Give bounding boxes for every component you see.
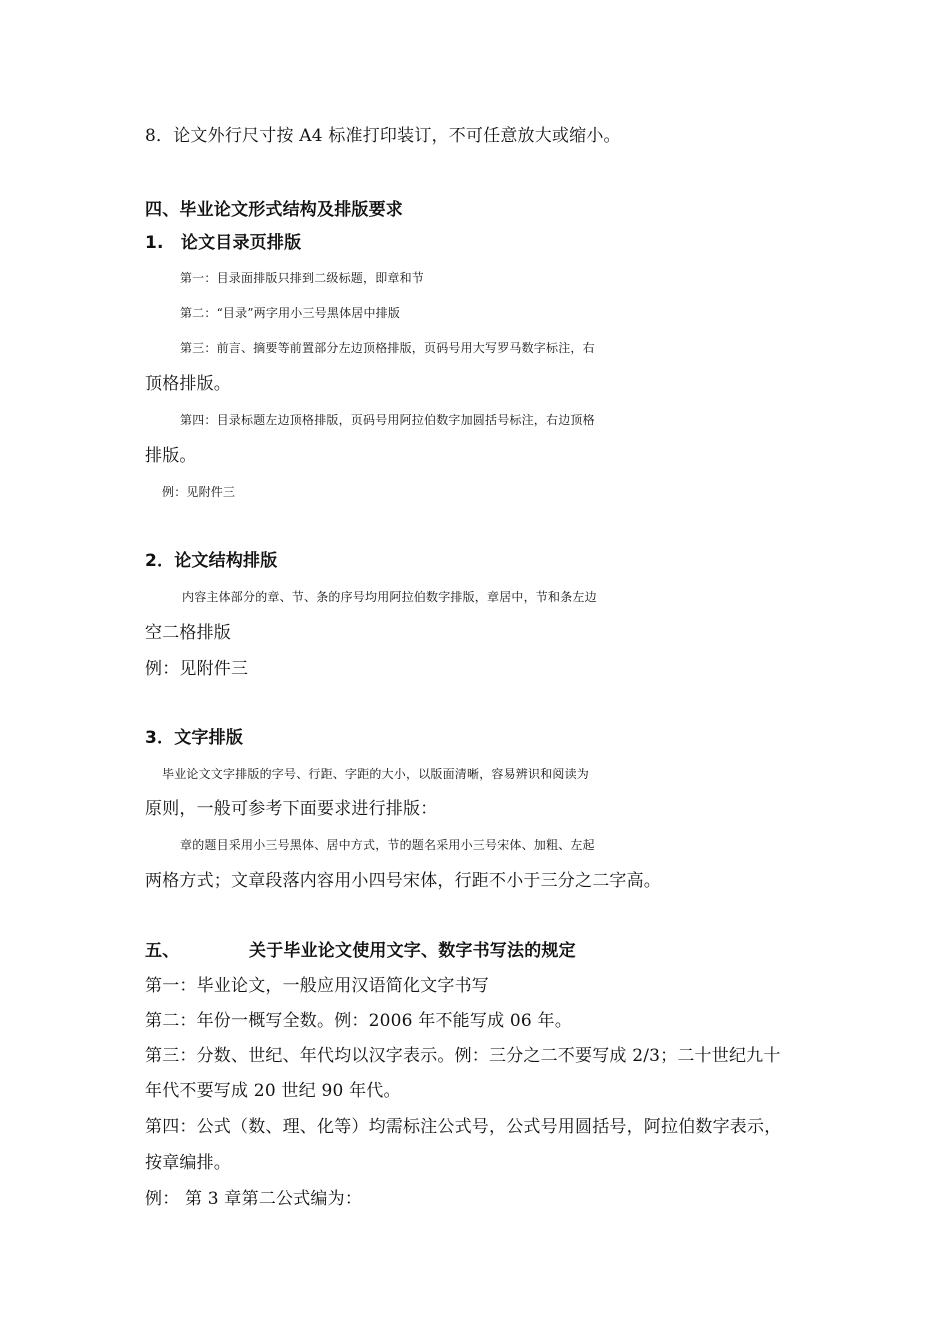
paragraph-line: 第一：目录面排版只排到二级标题，即章和节 (180, 271, 425, 285)
section-heading-5 (145, 939, 810, 963)
paragraph-line: 毕业论文文字排版的字号、行距、字距的大小，以版面清晰，容易辨识和阅读为 (162, 767, 590, 781)
paragraph-line: 第一：毕业论文，一般应用汉语简化文字书写 (145, 976, 489, 996)
paragraph-line: 8．论文外行尺寸按 A4 标准打印装订，不可任意放大或缩小。 (145, 126, 621, 146)
subsection-heading-4-1: 1. 论文目录页排版 (145, 233, 302, 253)
paragraph-line: 第三：前言、摘要等前置部分左边顶格排版，页码号用大写罗马数字标注，右 (180, 341, 595, 355)
paragraph-line: 例：见附件三 (145, 659, 249, 679)
paragraph-line: 排版。 (145, 446, 197, 466)
section-number: 五、 (145, 941, 180, 961)
paragraph-line: 第四：目录标题左边顶格排版，页码号用阿拉伯数字加圆括号标注，右边顶格 (180, 413, 595, 427)
paragraph-line: 第二：年份一概写全数。例：2006 年不能写成 06 年。 (145, 1011, 572, 1031)
paragraph-line: 年代不要写成 20 世纪 90 年代。 (145, 1081, 401, 1101)
subsection-heading-4-3: 3．文字排版 (145, 728, 244, 748)
paragraph-line: 两格方式；文章段落内容用小四号宋体，行距不小于三分之二字高。 (145, 871, 661, 891)
paragraph-line: 空二格排版 (145, 623, 231, 643)
paragraph-line: 内容主体部分的章、节、条的序号均用阿拉伯数字排版，章居中，节和条左边 (182, 590, 597, 604)
paragraph-line: 章的题目采用小三号黑体、居中方式，节的题名采用小三号宋体、加粗、左起 (180, 838, 595, 852)
paragraph-line: 原则，一般可参考下面要求进行排版： (145, 799, 438, 819)
paragraph-line: 第四：公式（数、理、化等）均需标注公式号，公式号用圆括号，阿拉伯数字表示， (145, 1117, 782, 1137)
subsection-heading-4-2: 2．论文结构排版 (145, 551, 278, 571)
paragraph-line: 第三：分数、世纪、年代均以汉字表示。例：三分之二不要写成 2/3；二十世纪九十 (145, 1046, 781, 1066)
paragraph-line: 顶格排版。 (145, 374, 231, 394)
section-heading-4: 四、毕业论文形式结构及排版要求 (145, 200, 403, 220)
section-title: 关于毕业论文使用文字、数字书写法的规定 (249, 941, 576, 961)
paragraph-line: 第二：“目录”两字用小三号黑体居中排版 (180, 306, 401, 320)
paragraph-line: 例：见附件三 (162, 485, 236, 499)
paragraph-line: 例： 第 3 章第二公式编为： (145, 1189, 363, 1209)
paragraph-line: 按章编排。 (145, 1153, 231, 1173)
